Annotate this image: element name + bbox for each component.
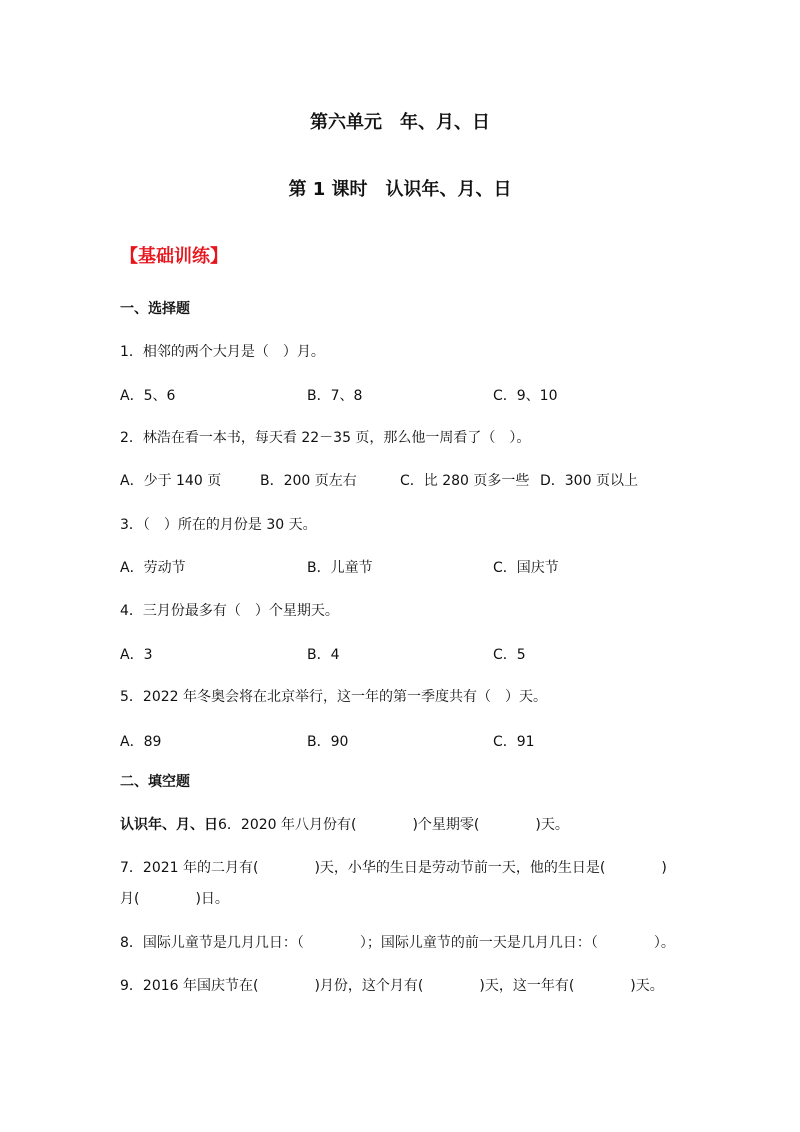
q6-prefix: 认识年、月、日 — [120, 817, 218, 833]
q4-option-c: C．5 — [493, 647, 526, 663]
q3-option-a: A．劳动节 — [120, 560, 186, 576]
q2-option-c: C．比 280 页多一些 — [400, 473, 530, 489]
q5-option-c: C．91 — [493, 734, 535, 750]
part2-heading: 二、填空题 — [120, 774, 190, 790]
q1-option-c: C．9、10 — [493, 388, 558, 404]
question-3: 3．（ ）所在的月份是 30 天。 — [120, 517, 317, 533]
question-5: 5．2022 年冬奥会将在北京举行，这一年的第一季度共有（ ）天。 — [120, 689, 547, 705]
q4-option-a: A．3 — [120, 647, 153, 663]
q1-option-a: A．5、6 — [120, 388, 176, 404]
q2-option-a: A．少于 140 页 — [120, 473, 222, 489]
q5-option-b: B．90 — [307, 734, 349, 750]
unit-title: 第六单元 年、月、日 — [310, 112, 490, 133]
question-1: 1．相邻的两个大月是（ ）月。 — [120, 344, 325, 360]
q3-option-b: B．儿童节 — [307, 560, 373, 576]
question-4: 4．三月份最多有（ ）个星期天。 — [120, 603, 339, 619]
q3-option-c: C．国庆节 — [493, 560, 559, 576]
question-6 — [120, 814, 569, 834]
section-tag: 【基础训练】 — [120, 246, 228, 267]
q2-option-b: B．200 页左右 — [260, 473, 357, 489]
q6-text: 6．2020 年八月份有( )个星期零( )天。 — [218, 817, 569, 833]
question-2: 2．林浩在看一本书，每天看 22－35 页，那么他一周看了（ ）。 — [120, 430, 531, 446]
question-9: 9．2016 年国庆节在( )月份，这个月有( )天，这一年有( )天。 — [120, 978, 664, 994]
lesson-title: 第 1 课时 认识年、月、日 — [288, 179, 512, 200]
question-8: 8．国际儿童节是几月几日：（ ）；国际儿童节的前一天是几月几日：（ ）。 — [120, 935, 675, 951]
q5-option-a: A．89 — [120, 734, 162, 750]
q1-option-b: B．7、8 — [307, 388, 363, 404]
part1-heading: 一、选择题 — [120, 301, 190, 317]
question-7-line-2: 月( )日。 — [120, 891, 229, 907]
q2-option-d: D．300 页以上 — [540, 473, 638, 489]
q4-option-b: B．4 — [307, 647, 340, 663]
question-7-line-1: 7．2021 年的二月有( )天，小华的生日是劳动节前一天，他的生日是( ) — [120, 860, 667, 876]
